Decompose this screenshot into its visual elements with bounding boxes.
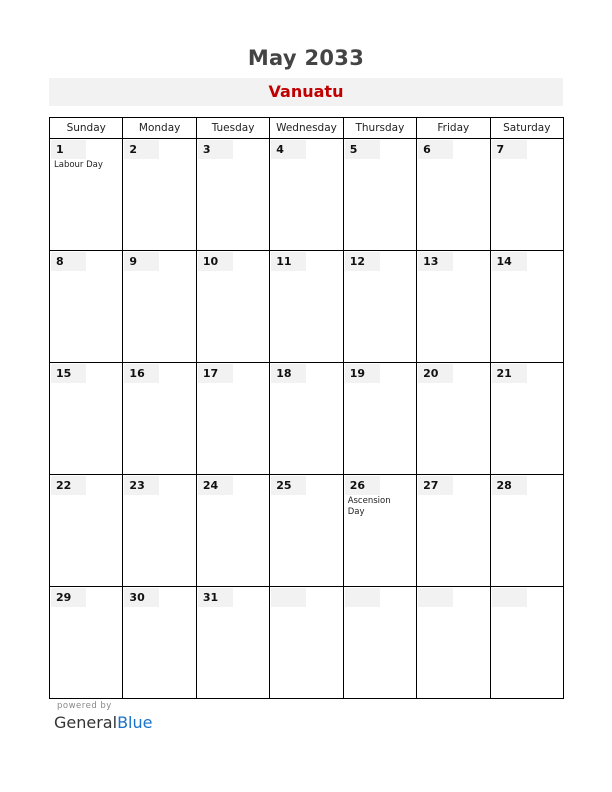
day-cell[interactable] bbox=[417, 587, 490, 699]
week-row bbox=[50, 587, 564, 699]
day-cell[interactable] bbox=[270, 475, 343, 587]
day-cell[interactable] bbox=[50, 363, 123, 475]
day-number bbox=[271, 588, 306, 607]
day-number: 8 bbox=[51, 252, 86, 271]
day-number: 16 bbox=[124, 364, 159, 383]
day-number: 18 bbox=[271, 364, 306, 383]
day-number: 14 bbox=[492, 252, 527, 271]
day-number: 24 bbox=[198, 476, 233, 495]
day-number: 9 bbox=[124, 252, 159, 271]
day-number: 25 bbox=[271, 476, 306, 495]
day-number: 1 bbox=[51, 140, 86, 159]
day-number: 13 bbox=[418, 252, 453, 271]
day-cell[interactable] bbox=[123, 251, 196, 363]
brand-blue: Blue bbox=[117, 713, 153, 732]
day-cell[interactable] bbox=[123, 587, 196, 699]
day-number: 3 bbox=[198, 140, 233, 159]
day-cell[interactable] bbox=[50, 139, 123, 251]
day-cell[interactable] bbox=[270, 363, 343, 475]
weekday-wednesday: Wednesday bbox=[270, 118, 343, 139]
day-cell[interactable] bbox=[343, 587, 416, 699]
day-cell[interactable] bbox=[270, 587, 343, 699]
day-number bbox=[418, 588, 453, 607]
day-number: 7 bbox=[492, 140, 527, 159]
day-number: 6 bbox=[418, 140, 453, 159]
day-number: 22 bbox=[51, 476, 86, 495]
day-cell[interactable] bbox=[50, 475, 123, 587]
day-cell[interactable] bbox=[196, 251, 269, 363]
weekday-saturday: Saturday bbox=[490, 118, 563, 139]
country-banner bbox=[49, 78, 563, 106]
day-cell[interactable] bbox=[343, 251, 416, 363]
day-number: 15 bbox=[51, 364, 86, 383]
day-number: 23 bbox=[124, 476, 159, 495]
calendar-grid bbox=[49, 117, 564, 699]
powered-by-text: powered by bbox=[57, 701, 112, 711]
holiday-label: Ascension Day bbox=[347, 496, 391, 517]
day-number: 28 bbox=[492, 476, 527, 495]
calendar-title: May 2033 bbox=[247, 46, 365, 70]
generalblue-logo[interactable] bbox=[54, 713, 152, 732]
day-cell[interactable] bbox=[490, 251, 563, 363]
day-number bbox=[345, 588, 380, 607]
weekday-tuesday: Tuesday bbox=[196, 118, 269, 139]
brand-general: General bbox=[54, 713, 118, 732]
week-row bbox=[50, 251, 564, 363]
day-cell[interactable] bbox=[50, 587, 123, 699]
day-number: 19 bbox=[345, 364, 380, 383]
holiday-label: Labour Day bbox=[54, 160, 103, 170]
day-cell[interactable] bbox=[417, 139, 490, 251]
day-cell[interactable] bbox=[490, 587, 563, 699]
day-number bbox=[492, 588, 527, 607]
day-cell[interactable] bbox=[196, 587, 269, 699]
day-cell[interactable] bbox=[343, 475, 416, 587]
week-row bbox=[50, 139, 564, 251]
day-cell[interactable] bbox=[343, 363, 416, 475]
day-number: 21 bbox=[492, 364, 527, 383]
day-cell[interactable] bbox=[417, 363, 490, 475]
day-cell[interactable] bbox=[490, 139, 563, 251]
day-cell[interactable] bbox=[123, 363, 196, 475]
weekday-thursday: Thursday bbox=[343, 118, 416, 139]
day-cell[interactable] bbox=[490, 363, 563, 475]
weekday-sunday: Sunday bbox=[50, 118, 123, 139]
day-number: 4 bbox=[271, 140, 306, 159]
day-number: 17 bbox=[198, 364, 233, 383]
day-cell[interactable] bbox=[196, 475, 269, 587]
country-name: Vanuatu bbox=[268, 82, 344, 101]
day-cell[interactable] bbox=[343, 139, 416, 251]
day-number: 27 bbox=[418, 476, 453, 495]
day-cell[interactable] bbox=[123, 139, 196, 251]
day-cell[interactable] bbox=[417, 475, 490, 587]
day-number: 26 bbox=[345, 476, 380, 495]
week-row bbox=[50, 363, 564, 475]
weekday-friday: Friday bbox=[417, 118, 490, 139]
day-number: 10 bbox=[198, 252, 233, 271]
week-row bbox=[50, 475, 564, 587]
day-number: 20 bbox=[418, 364, 453, 383]
day-cell[interactable] bbox=[270, 139, 343, 251]
day-number: 2 bbox=[124, 140, 159, 159]
weekday-monday: Monday bbox=[123, 118, 196, 139]
weekday-header-row bbox=[50, 118, 564, 139]
day-cell[interactable] bbox=[123, 475, 196, 587]
day-cell[interactable] bbox=[196, 363, 269, 475]
day-cell[interactable] bbox=[50, 251, 123, 363]
day-number: 29 bbox=[51, 588, 86, 607]
day-cell[interactable] bbox=[196, 139, 269, 251]
day-number: 12 bbox=[345, 252, 380, 271]
day-number: 11 bbox=[271, 252, 306, 271]
day-cell[interactable] bbox=[417, 251, 490, 363]
day-number: 30 bbox=[124, 588, 159, 607]
day-number: 5 bbox=[345, 140, 380, 159]
day-cell[interactable] bbox=[270, 251, 343, 363]
day-cell[interactable] bbox=[490, 475, 563, 587]
day-number: 31 bbox=[198, 588, 233, 607]
